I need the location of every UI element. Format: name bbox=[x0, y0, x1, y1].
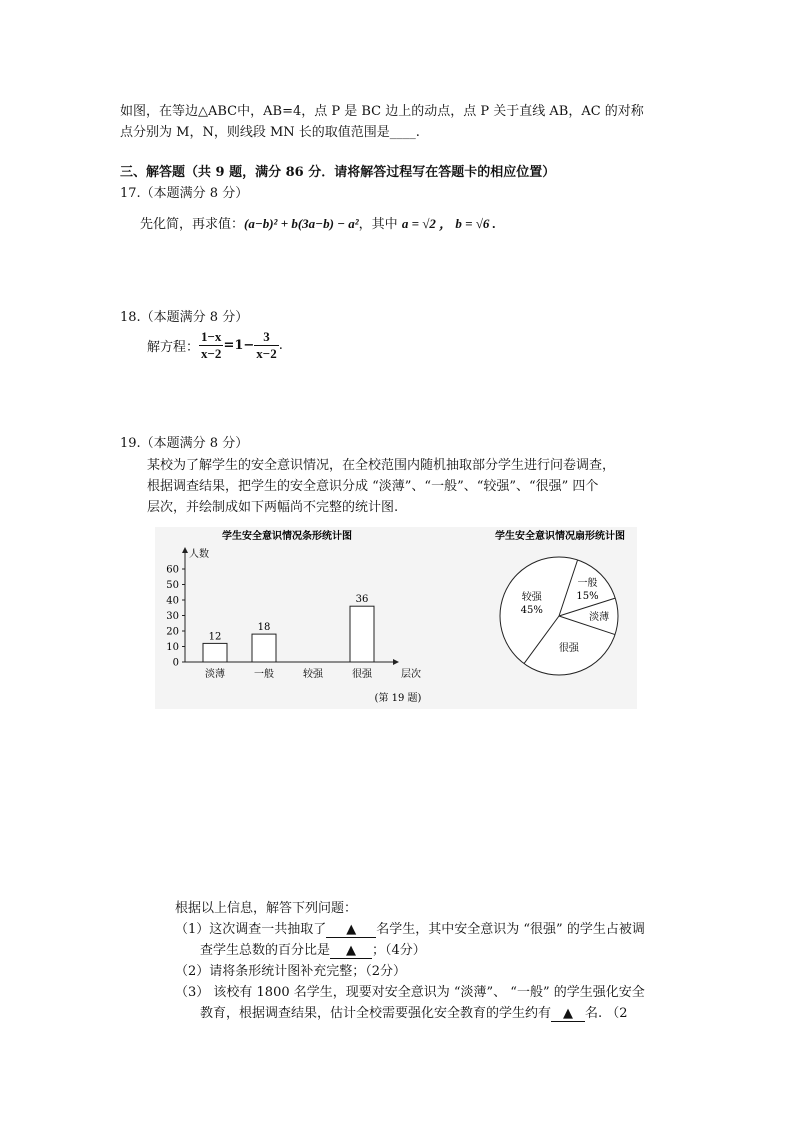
y-tick-label: 40 bbox=[166, 595, 179, 607]
figure-caption: (第 19 题) bbox=[374, 693, 422, 704]
q18-frac1-numerator: 1−x bbox=[201, 329, 222, 344]
q19-sub3-line2 bbox=[200, 1002, 628, 1022]
q19-header: 19.（本题满分 8 分） bbox=[120, 436, 249, 451]
pie-slice-label: 很强 bbox=[558, 642, 579, 654]
bar-chart bbox=[166, 547, 421, 680]
x-tick-label: 较强 bbox=[303, 669, 323, 680]
pie-slice-label: 一般 bbox=[577, 577, 598, 589]
blank-mark: ▲ bbox=[346, 943, 357, 958]
q19-para-2: 根据调查结果，把学生的安全意识分成 “淡薄”、“一般”、“较强”、“很强” 四个 bbox=[147, 479, 599, 494]
x-axis-label: 层次 bbox=[401, 669, 421, 680]
bar bbox=[252, 634, 276, 662]
q19-sub1-line2 bbox=[200, 939, 426, 959]
y-tick-label: 10 bbox=[166, 642, 179, 653]
q19-sub3-line1: （3） 该校有 1800 名学生，现要对安全意识为 “淡薄”、 “一般” 的学生强化安全 bbox=[175, 985, 645, 1000]
q18-fraction-2 bbox=[254, 329, 278, 362]
q18-prefix: 解方程： bbox=[147, 340, 200, 355]
y-tick-label: 20 bbox=[166, 626, 179, 638]
q19-s1-text-d: ；（4分） bbox=[372, 943, 426, 958]
blank-mark: ▲ bbox=[346, 922, 357, 937]
y-tick-label: 50 bbox=[166, 580, 179, 591]
x-tick-label: 淡薄 bbox=[205, 669, 225, 680]
q17-expression: (a−b)² + b(3a−b) − a² bbox=[244, 216, 359, 231]
q17-body bbox=[140, 213, 496, 232]
answer-blank-1[interactable] bbox=[326, 922, 376, 938]
bar-chart-title: 学生安全意识情况条形统计图 bbox=[222, 531, 352, 542]
q19-figure-svg bbox=[155, 527, 637, 709]
q17-header: 17.（本题满分 8 分） bbox=[120, 186, 249, 201]
section3-title: 三、解答题（共 9 题，满分 86 分．请将解答过程写在答题卡的相应位置） bbox=[120, 165, 556, 180]
q19-para-3: 层次，并绘制成如下两幅尚不完整的统计图. bbox=[147, 500, 399, 515]
y-axis-label: 人数 bbox=[189, 549, 209, 560]
bar bbox=[203, 643, 227, 662]
q18-frac1-denominator: x−2 bbox=[201, 346, 222, 361]
pie-slice-percent: 15% bbox=[576, 590, 599, 602]
pie-slice-percent: 45% bbox=[520, 604, 543, 616]
answer-blank-3[interactable] bbox=[551, 1006, 585, 1022]
bar-value-label: 12 bbox=[208, 631, 222, 643]
bar bbox=[350, 606, 374, 662]
q18-equals: =1− bbox=[223, 338, 255, 353]
q19-sub2: （2）请将条形统计图补充完整；（2分） bbox=[175, 964, 407, 979]
q19-para-1: 某校为了解学生的安全意识情况，在全校范围内随机抽取部分学生进行问卷调查， bbox=[147, 458, 616, 473]
q19-sub1-line1 bbox=[175, 918, 645, 938]
bar-value-label: 36 bbox=[355, 594, 369, 606]
pie-slice-label: 较强 bbox=[521, 591, 542, 603]
q16-line1 bbox=[120, 100, 644, 119]
answer-blank-2[interactable] bbox=[330, 943, 372, 959]
x-tick-label: 一般 bbox=[254, 669, 274, 680]
q19-s3-text-c: 名. （2 bbox=[585, 1006, 628, 1021]
q18-end: . bbox=[278, 338, 283, 353]
q18-frac2-denominator: x−2 bbox=[256, 346, 277, 361]
y-tick-label: 30 bbox=[166, 611, 179, 622]
q19-s1-text-b: 名学生，其中安全意识为 “很强” 的学生占被调 bbox=[376, 922, 645, 937]
q19-s3-text-b: 教育，根据调查结果，估计全校需要强化安全教育的学生约有 bbox=[200, 1006, 552, 1021]
q16-text-1: 如图，在等边△ABC中，AB=4，点 P 是 BC 边上的动点，点 P 关于直线 AB，AC 的对称 bbox=[120, 104, 644, 119]
q18-frac2-numerator: 3 bbox=[254, 329, 278, 346]
x-tick-label: 很强 bbox=[352, 669, 372, 680]
q18-fraction-1 bbox=[199, 329, 223, 362]
blank-mark: ▲ bbox=[563, 1006, 574, 1021]
y-tick-label: 60 bbox=[166, 564, 179, 576]
bar-value-label: 18 bbox=[257, 622, 271, 634]
q18-body bbox=[147, 329, 283, 362]
y-tick-label: 0 bbox=[172, 657, 179, 669]
q16-text-2: 点分别为 M，N，则线段 MN 长的取值范围是____. bbox=[120, 125, 420, 140]
pie-chart bbox=[500, 557, 618, 675]
pie-slice-label: 淡薄 bbox=[589, 612, 610, 624]
q19-intro: 根据以上信息，解答下列问题： bbox=[175, 901, 358, 916]
q17-mid: ，其中 bbox=[358, 217, 398, 232]
q17-prefix: 先化简，再求值： bbox=[140, 217, 245, 232]
q19-s1-text-a: （1）这次调查一共抽取了 bbox=[175, 922, 327, 937]
q19-figure bbox=[155, 527, 637, 709]
q19-s1-text-c: 查学生总数的百分比是 bbox=[200, 943, 331, 958]
x-axis-arrow bbox=[393, 659, 399, 665]
q18-header: 18.（本题满分 8 分） bbox=[120, 310, 249, 325]
q16-line2 bbox=[120, 121, 420, 140]
pie-chart-title: 学生安全意识情况扇形统计图 bbox=[495, 531, 625, 542]
q17-condition: a = √2 ， b = √6 . bbox=[401, 216, 496, 231]
y-axis-arrow bbox=[182, 547, 188, 553]
